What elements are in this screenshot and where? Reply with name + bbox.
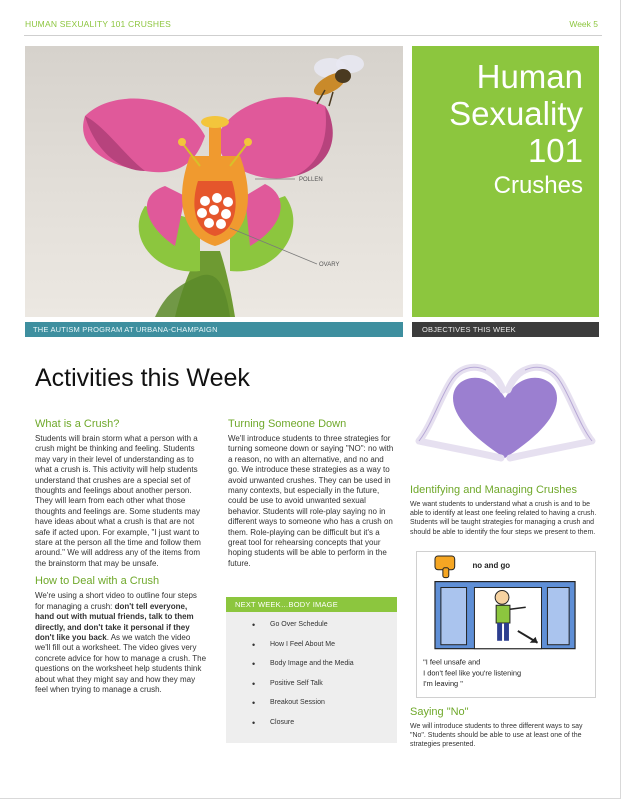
objectives-bar: OBJECTIVES THIS WEEK [412, 322, 599, 337]
deal-body-end: . As we watch the video we'll fill out a worksheet. The video gives very concrete advice for how to manage a crush. The questions on the worksheet help students think about what they might say and how they may feel when trying to manage a crush. [35, 632, 207, 694]
deal-body-bold: don't tell everyone, hand out with mutual friends, talk to them directly, and don't take it personal if they don't like you back [35, 601, 194, 642]
list-item: • Go Over Schedule [252, 621, 397, 641]
turning-body: We'll introduce students to three strategies for turning someone down or saying "NO": no with a reason, no with an alternative, and no and go. We introduce these strategies as a way to avoid unwanted crushes. They can be used in many contexts, but especially in the future, could be use to avoid unwanted sexual behavior. Students will role-play saying no in different ways to someone who has a crush on them. Role-playing can be difficult but it's a great tool for rehearsing concepts that your hoping students will be able to perform in the future. [228, 434, 394, 568]
saying-no-section [410, 706, 600, 750]
deal-heading: How to Deal with a Crush [35, 575, 160, 588]
list-item: • Body Image and the Media [252, 660, 397, 680]
header-week: Week 5 [569, 19, 598, 29]
deal-body [35, 591, 207, 695]
thumbs-down-icon [435, 556, 455, 578]
no-and-go-caption: no and go [472, 560, 511, 570]
deal-body-start: We're using a short video to outline four steps for managing a crush: [35, 591, 197, 611]
header-title: HUMAN SEXUALITY 101 CRUSHES [25, 19, 172, 29]
list-item: • Closure [252, 719, 397, 739]
no-and-go-pictogram [416, 551, 596, 698]
identify-heading: Identifying and Managing Crushes [410, 484, 577, 496]
ovary-label: OVARY [319, 262, 340, 268]
next-week-title: NEXT WEEK…BODY IMAGE [226, 597, 397, 612]
next-week-box [226, 597, 397, 743]
identify-section [410, 484, 600, 537]
title-line-3: 101 [527, 132, 583, 169]
title-line-1: Human [476, 58, 583, 95]
left-column [35, 418, 207, 699]
saying-no-heading: Saying "No" [410, 706, 469, 718]
saying-no-body: We will introduce students to three different ways to say "No". Students should be able to use at least one of the strategies presented. [410, 723, 583, 749]
header-divider [24, 35, 602, 36]
list-item: • Breakout Session [252, 699, 397, 719]
heart-hands-image [411, 346, 600, 476]
flower-illustration [25, 46, 403, 317]
next-week-list [226, 612, 397, 738]
speech-line-1: "I feel unsafe and [423, 657, 481, 667]
list-item: • How I Feel About Me [252, 641, 397, 661]
turning-heading: Turning Someone Down [228, 418, 347, 430]
pollen-label: POLLEN [299, 177, 323, 183]
crush-body: Students will brain storm what a person with a crush might be thinking and feeling. Students may vary in their level of understanding as to what a crush is. This activity will help students understand that crushes are a special set of thoughts and feelings about another person. They will learn from each other what those thoughts and feelings are. Some students may have ideas about what a crush is that are not safe if acted upon. For example, "I just want to stare at the person all the time and follow them around." We will address any of the items from the brainstorm that may be unsafe. [35, 434, 201, 568]
speech-line-3: I'm leaving " [423, 679, 463, 689]
identify-body: We want students to understand what a crush is and to be able to identify at least one feeling related to having a crush. Students will be taught strategies for managing a crush and should be able to identify the four steps we present to them. [410, 501, 597, 536]
program-bar: THE AUTISM PROGRAM AT URBANA-CHAMPAIGN [25, 322, 403, 337]
speech-line-2: I don't feel like you're listening [423, 668, 522, 678]
title-subtitle: Crushes [493, 172, 583, 199]
middle-column [228, 418, 396, 573]
activities-heading: Activities this Week [35, 364, 250, 392]
title-box [412, 46, 599, 317]
title-line-2: Sexuality [449, 95, 583, 132]
list-item: • Positive Self Talk [252, 680, 397, 700]
crush-heading: What is a Crush? [35, 418, 120, 430]
